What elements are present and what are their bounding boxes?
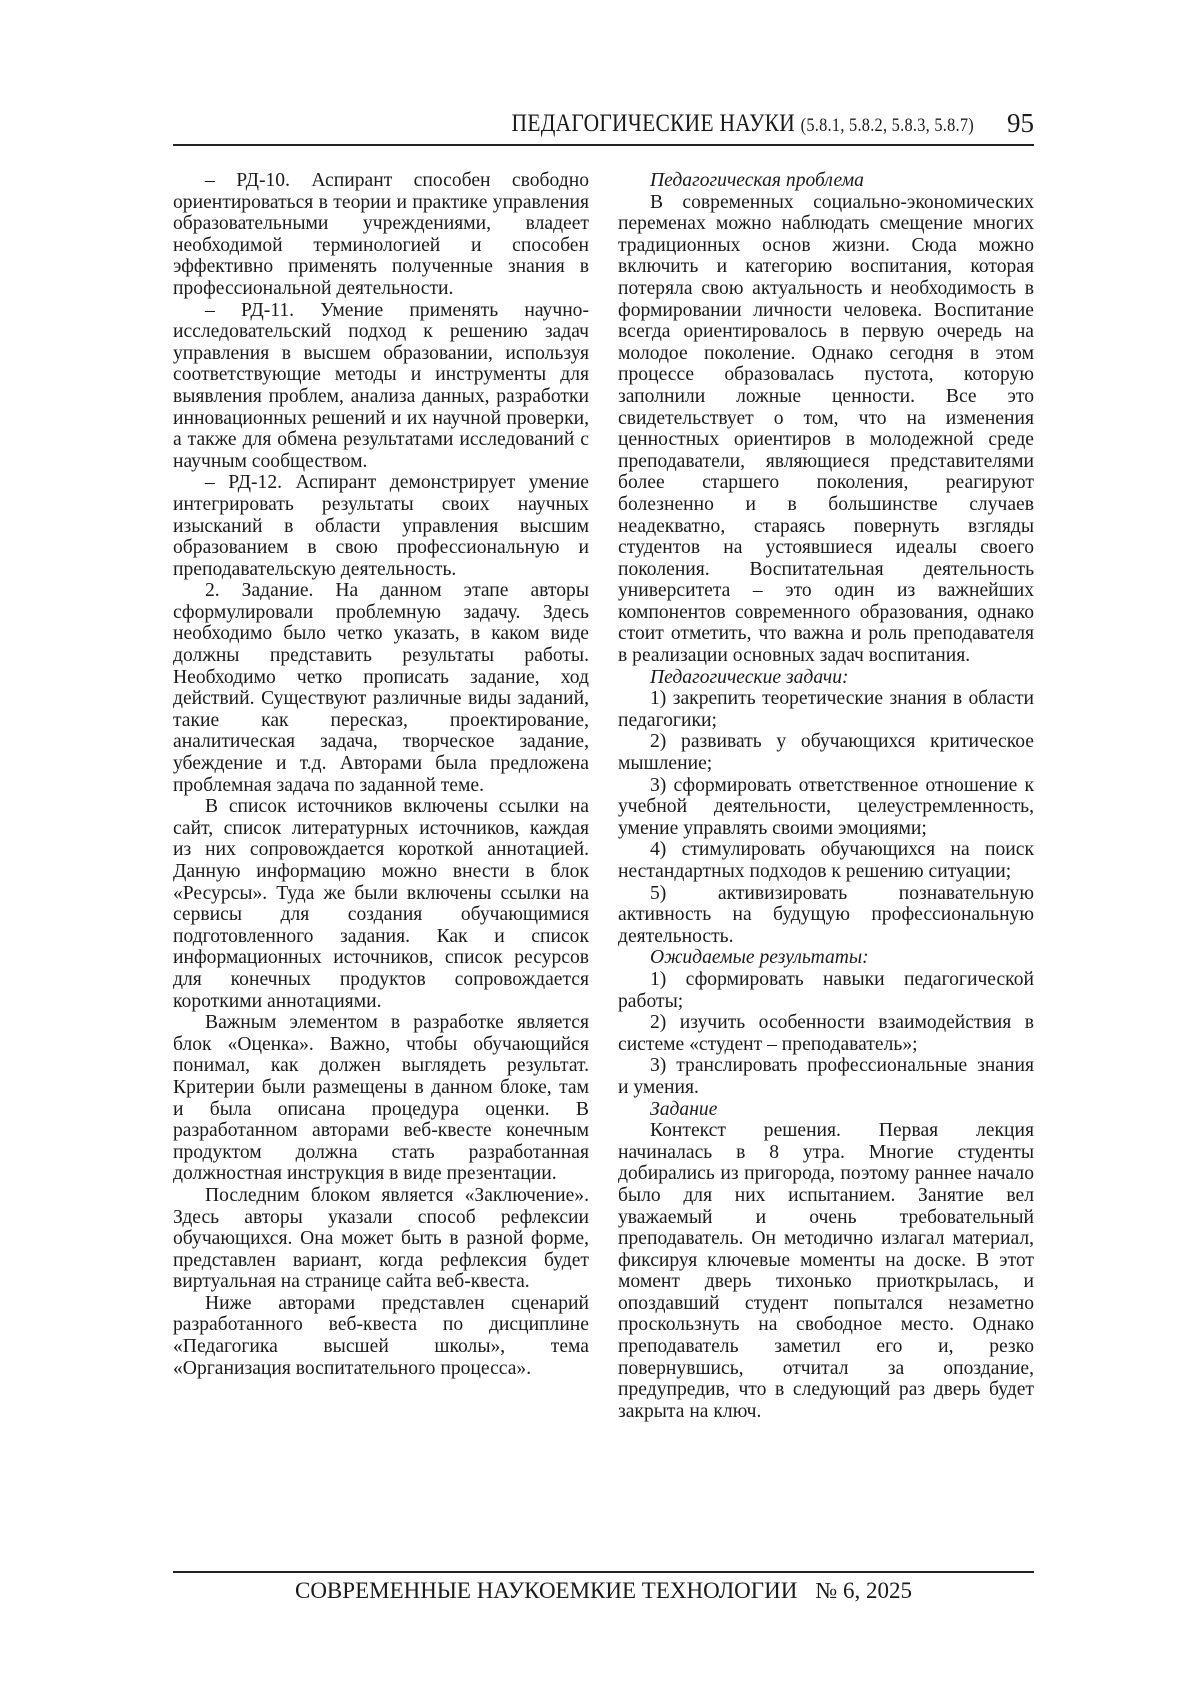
journal-name: СОВРЕМЕННЫЕ НАУКОЕМКИЕ ТЕХНОЛОГИИ	[294, 1578, 798, 1603]
paragraph-rd10: – РД-10. Аспирант способен свободно ориентироваться в теории и практике управления образовательными учреждениями, владеет необходимой терминологией и способен эффективно применять полученные знания в профессиональной деятельности.	[173, 170, 589, 299]
paragraph-rd12: – РД-12. Аспирант демонстрирует умение интегрировать результаты своих научных изысканий в области управления высшим образованием в свою профессиональную и преподавательскую деятельность.	[173, 472, 589, 580]
assignment-text: Контекст решения. Первая лекция начиналась в 8 утра. Многие студенты добирались из пригорода, поэтому раннее начало было для них испытанием. Занятие вел уважаемый и очень требовательный преподаватель. Он методично излагал материал, фиксируя ключевые моменты на доске. В этот момент дверь тихонько приоткрылась, и опоздавший студент попытался незаметно проскользнуть на свободное место. Однако преподаватель заметил его и, резко повернувшись, отчитал за опоздание, предупредив, что в следующий раз дверь будет закрыта на ключ.	[618, 1120, 1034, 1422]
result-item: 2) изучить особенности взаимодействия в системе «студент – преподаватель»;	[618, 1012, 1034, 1055]
right-column	[618, 170, 1034, 1422]
paragraph-sources: В список источников включены ссылки на сайт, список литературных источников, каждая из них сопровождается короткой аннотацией. Данную информацию можно внести в блок «Ресурсы». Туда же были включены ссылки на сервисы для создания обучающимися подготовленного задания. Как и список информационных источников, список ресурсов для конечных продуктов сопровождается короткими аннотациями.	[173, 796, 589, 1012]
section-codes: (5.8.1, 5.8.2, 5.8.3, 5.8.7)	[800, 115, 974, 136]
paragraph-scenario-intro: Ниже авторами представлен сценарий разработанного веб-квеста по дисциплине «Педагогика высшей школы», тема «Организация воспитательного процесса».	[173, 1292, 589, 1379]
assignment-heading: Задание	[650, 1098, 718, 1120]
task-item: 1) закрепить теоретические знания в области педагогики;	[618, 688, 1034, 731]
running-footer	[173, 1571, 1034, 1604]
section-title	[285, 110, 974, 138]
results-heading: Ожидаемые результаты:	[650, 947, 869, 969]
paragraph-conclusion: Последним блоком является «Заключение». Здесь авторы указали способ рефлексии обучающихся. Она может быть в разной форме, представлен вариант, когда рефлексия будет виртуальная на странице сайта веб-квеста.	[173, 1184, 589, 1293]
issue-number: № 6, 2025	[815, 1578, 913, 1603]
task-item: 3) сформировать ответственное отношение к учебной деятельности, целеустремленность, умение управлять своими эмоциями;	[618, 774, 1034, 839]
running-header	[173, 108, 1034, 146]
task-item: 5) активизировать познавательную активность на будущую профессиональную деятельность.	[618, 882, 1034, 947]
result-item: 3) транслировать профессиональные знания и умения.	[618, 1055, 1034, 1098]
section-name: ПЕДАГОГИЧЕСКИЕ НАУКИ	[511, 110, 796, 137]
paragraph-evaluation: Важным элементом в разработке является блок «Оценка». Важно, чтобы обучающийся понимал, как должен выглядеть результат. Критерии были размещены в данном блоке, там и была описана процедура оценки. В разработанном авторами веб-квесте конечным продуктом должна стать разработанная должностная инструкция в виде презентации.	[173, 1012, 589, 1185]
left-column	[173, 170, 589, 1379]
paragraph-rd11: – РД-11. Умение применять научно-исследовательский подход к решению задач управления в высшем образовании, используя соответствующие методы и инструменты для выявления проблем, анализа данных, разработки инновационных решений и их научной проверки, а также для обмена результатами исследований с научным сообществом.	[173, 299, 589, 472]
task-item: 4) стимулировать обучающихся на поиск нестандартных подходов к решению ситуации;	[618, 839, 1034, 882]
paragraph-task: 2. Задание. На данном этапе авторы сформулировали проблемную задачу. Здесь необходимо было четко указать, в каком виде должны представить результаты работы. Необходимо четко прописать задание, ход действий. Существуют различные виды заданий, такие как пересказ, проектирование, аналитическая задача, творческое задание, убеждение и т.д. Авторами была предложена проблемная задача по заданной теме.	[173, 580, 589, 796]
tasks-heading: Педагогические задачи:	[650, 666, 849, 688]
problem-heading: Педагогическая проблема	[650, 170, 864, 191]
task-item: 2) развивать у обучающихся критическое мышление;	[618, 731, 1034, 775]
problem-text: В современных социально-экономических переменах можно наблюдать смещение многих традиционных основ жизни. Сюда можно включить и категорию воспитания, которая потеряла свою актуальность и необходимость в формировании личности человека. Воспитание всегда ориентировалось в первую очередь на молодое поколение. Однако сегодня в этом процессе образовалась пустота, которую заполнили ложные ценности. Все это свидетельствует о том, что на изменения ценностных ориентиров в молодежной среде преподаватели, являющиеся представителями более старшего поколения, реагируют болезненно и в большинстве случаев неадекватно, стараясь повернуть взгляды студентов на устоявшиеся идеалы своего поколения. Воспитательная деятельность университета – это один из важнейших компонентов современного образования, однако стоит отметить, что важна и роль преподавателя в реализации основных задач воспитания.	[618, 191, 1034, 667]
page-number: 95	[1007, 108, 1034, 138]
result-item: 1) сформировать навыки педагогической работы;	[618, 968, 1034, 1012]
